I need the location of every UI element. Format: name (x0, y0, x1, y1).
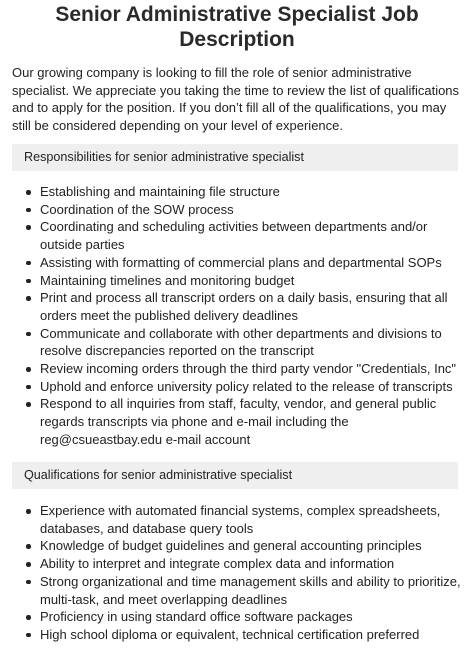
list-item: Ability to interpret and integrate complex data and information (12, 555, 464, 573)
list-item: Uphold and enforce university policy related to the release of transcripts (12, 378, 464, 396)
list-item: Knowledge of budget guidelines and general accounting principles (12, 537, 464, 555)
list-item: Communicate and collaborate with other departments and divisions to resolve discrepancies reported on the transcript (12, 325, 464, 360)
list-item: Experience with automated financial systems, complex spreadsheets, databases, and database query tools (12, 502, 464, 537)
list-item: Coordination of the SOW process (12, 201, 464, 219)
list-item: Respond to all inquiries from staff, faculty, vendor, and general public regards transcripts via phone and e-mail including the reg@csueastbay.edu e-mail account (12, 395, 464, 448)
list-item: Establishing and maintaining file structure (12, 183, 464, 201)
list-item: Maintaining timelines and monitoring budget (12, 272, 464, 290)
qualifications-list (12, 502, 464, 644)
list-item: Review incoming orders through the third party vendor "Credentials, Inc" (12, 360, 464, 378)
list-item: Strong organizational and time management skills and ability to prioritize, multi-task, and meet overlapping deadlines (12, 573, 464, 608)
responsibilities-heading: Responsibilities for senior administrative specialist (12, 144, 458, 171)
qualifications-heading: Qualifications for senior administrative specialist (12, 462, 458, 489)
intro-paragraph: Our growing company is looking to fill the role of senior administrative specialist. We appreciate you taking the time to review the list of qualifications and to apply for the position. If you don’t fill all of the qualifications, you may still be considered depending on your level of experience. (12, 65, 460, 134)
list-item: High school diploma or equivalent, technical certification preferred (12, 626, 464, 644)
responsibilities-list (12, 183, 464, 449)
list-item: Proficiency in using standard office software packages (12, 608, 464, 626)
list-item: Assisting with formatting of commercial plans and departmental SOPs (12, 254, 464, 272)
page-title: Senior Administrative Specialist Job Description (55, 3, 419, 51)
list-item: Print and process all transcript orders on a daily basis, ensuring that all orders meet the published delivery deadlines (12, 289, 464, 324)
list-item: Coordinating and scheduling activities between departments and/or outside parties (12, 218, 464, 253)
